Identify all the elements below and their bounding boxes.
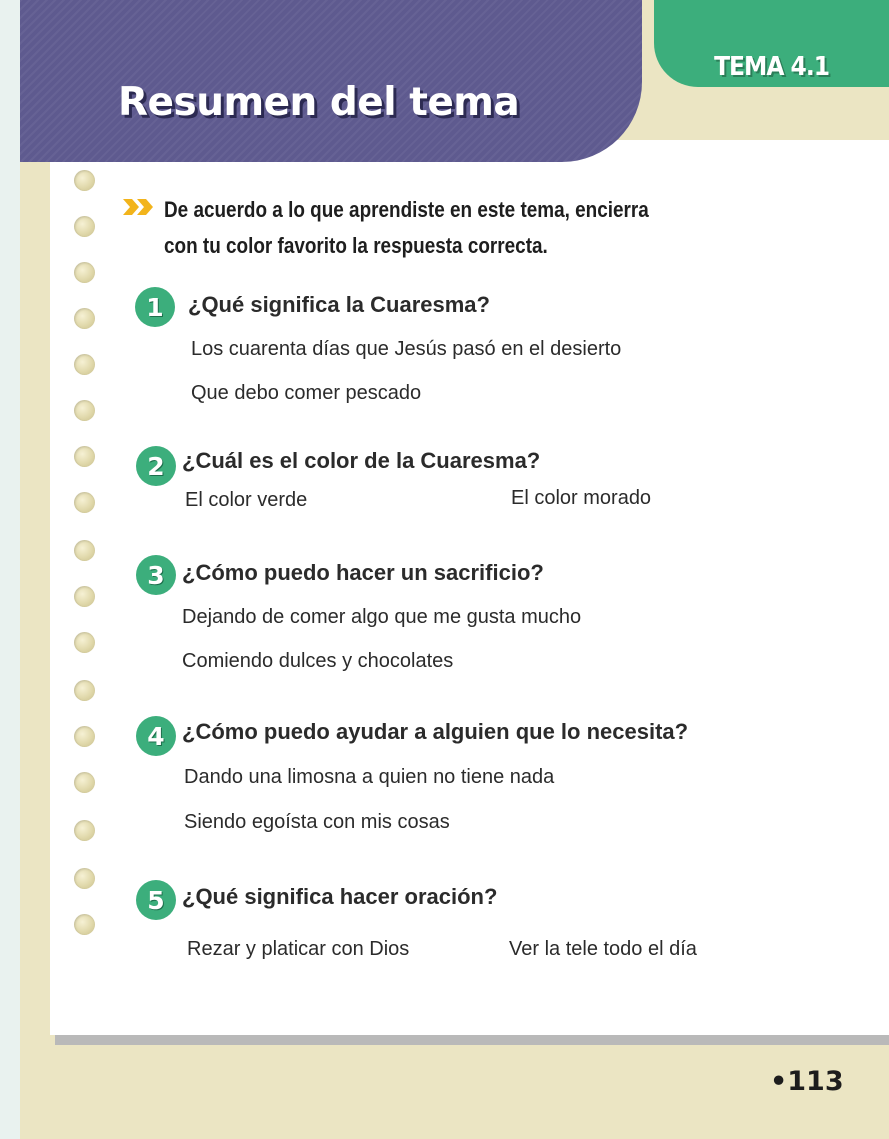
binder-hole [74,216,95,237]
page-title: Resumen del tema [118,80,520,125]
question-4-answer-2[interactable]: Siendo egoísta con mis cosas [184,811,450,833]
binder-hole [74,308,95,329]
double-chevron-right-icon [122,197,156,217]
question-number-4: 4 [136,716,176,756]
binder-hole [74,632,95,653]
question-3-answer-1[interactable]: Dejando de comer algo que me gusta mucho [182,606,582,628]
binder-hole [74,586,95,607]
question-1-answer-2[interactable]: Que debo comer pescado [191,382,422,404]
question-number-3: 3 [136,555,176,595]
question-1-text: ¿Qué significa la Cuaresma? [188,292,490,317]
binder-hole [74,262,95,283]
binder-hole [74,354,95,375]
question-number-1: 1 [135,287,175,327]
tema-tab [654,0,889,87]
binder-hole [74,726,95,747]
question-5-answer-1[interactable]: Rezar y platicar con Dios [187,938,410,960]
question-5-answer-2[interactable]: Ver la tele todo el día [509,938,697,960]
question-5-text: ¿Qué significa hacer oración? [182,884,498,909]
binder-hole [74,170,95,191]
question-4-text: ¿Cómo puedo ayudar a alguien que lo necesita? [182,719,689,744]
instructions-text: De acuerdo a lo que aprendiste en este tema, encierra con tu color favorito la respuesta correcta. [164,197,649,258]
binder-hole [74,680,95,701]
binder-hole [74,540,95,561]
binder-hole [74,492,95,513]
question-number-5: 5 [136,880,176,920]
binder-hole [74,400,95,421]
tema-label: TEMA 4.1 [714,52,829,82]
binder-hole [74,914,95,935]
page-edge-strip [0,0,20,1139]
question-3-text: ¿Cómo puedo hacer un sacrificio? [182,560,544,585]
question-number-2: 2 [136,446,176,486]
question-3-answer-2[interactable]: Comiendo dulces y chocolates [182,650,454,672]
binder-hole [74,820,95,841]
question-1-answer-1[interactable]: Los cuarenta días que Jesús pasó en el desierto [191,338,622,360]
binder-hole [74,868,95,889]
binder-hole [74,772,95,793]
question-4-answer-1[interactable]: Dando una limosna a quien no tiene nada [184,766,555,788]
binder-hole [74,446,95,467]
question-2-answer-2[interactable]: El color morado [511,487,652,509]
page-number: •113 [770,1066,844,1097]
question-2-answer-1[interactable]: El color verde [185,489,308,511]
question-2-text: ¿Cuál es el color de la Cuaresma? [182,448,541,473]
